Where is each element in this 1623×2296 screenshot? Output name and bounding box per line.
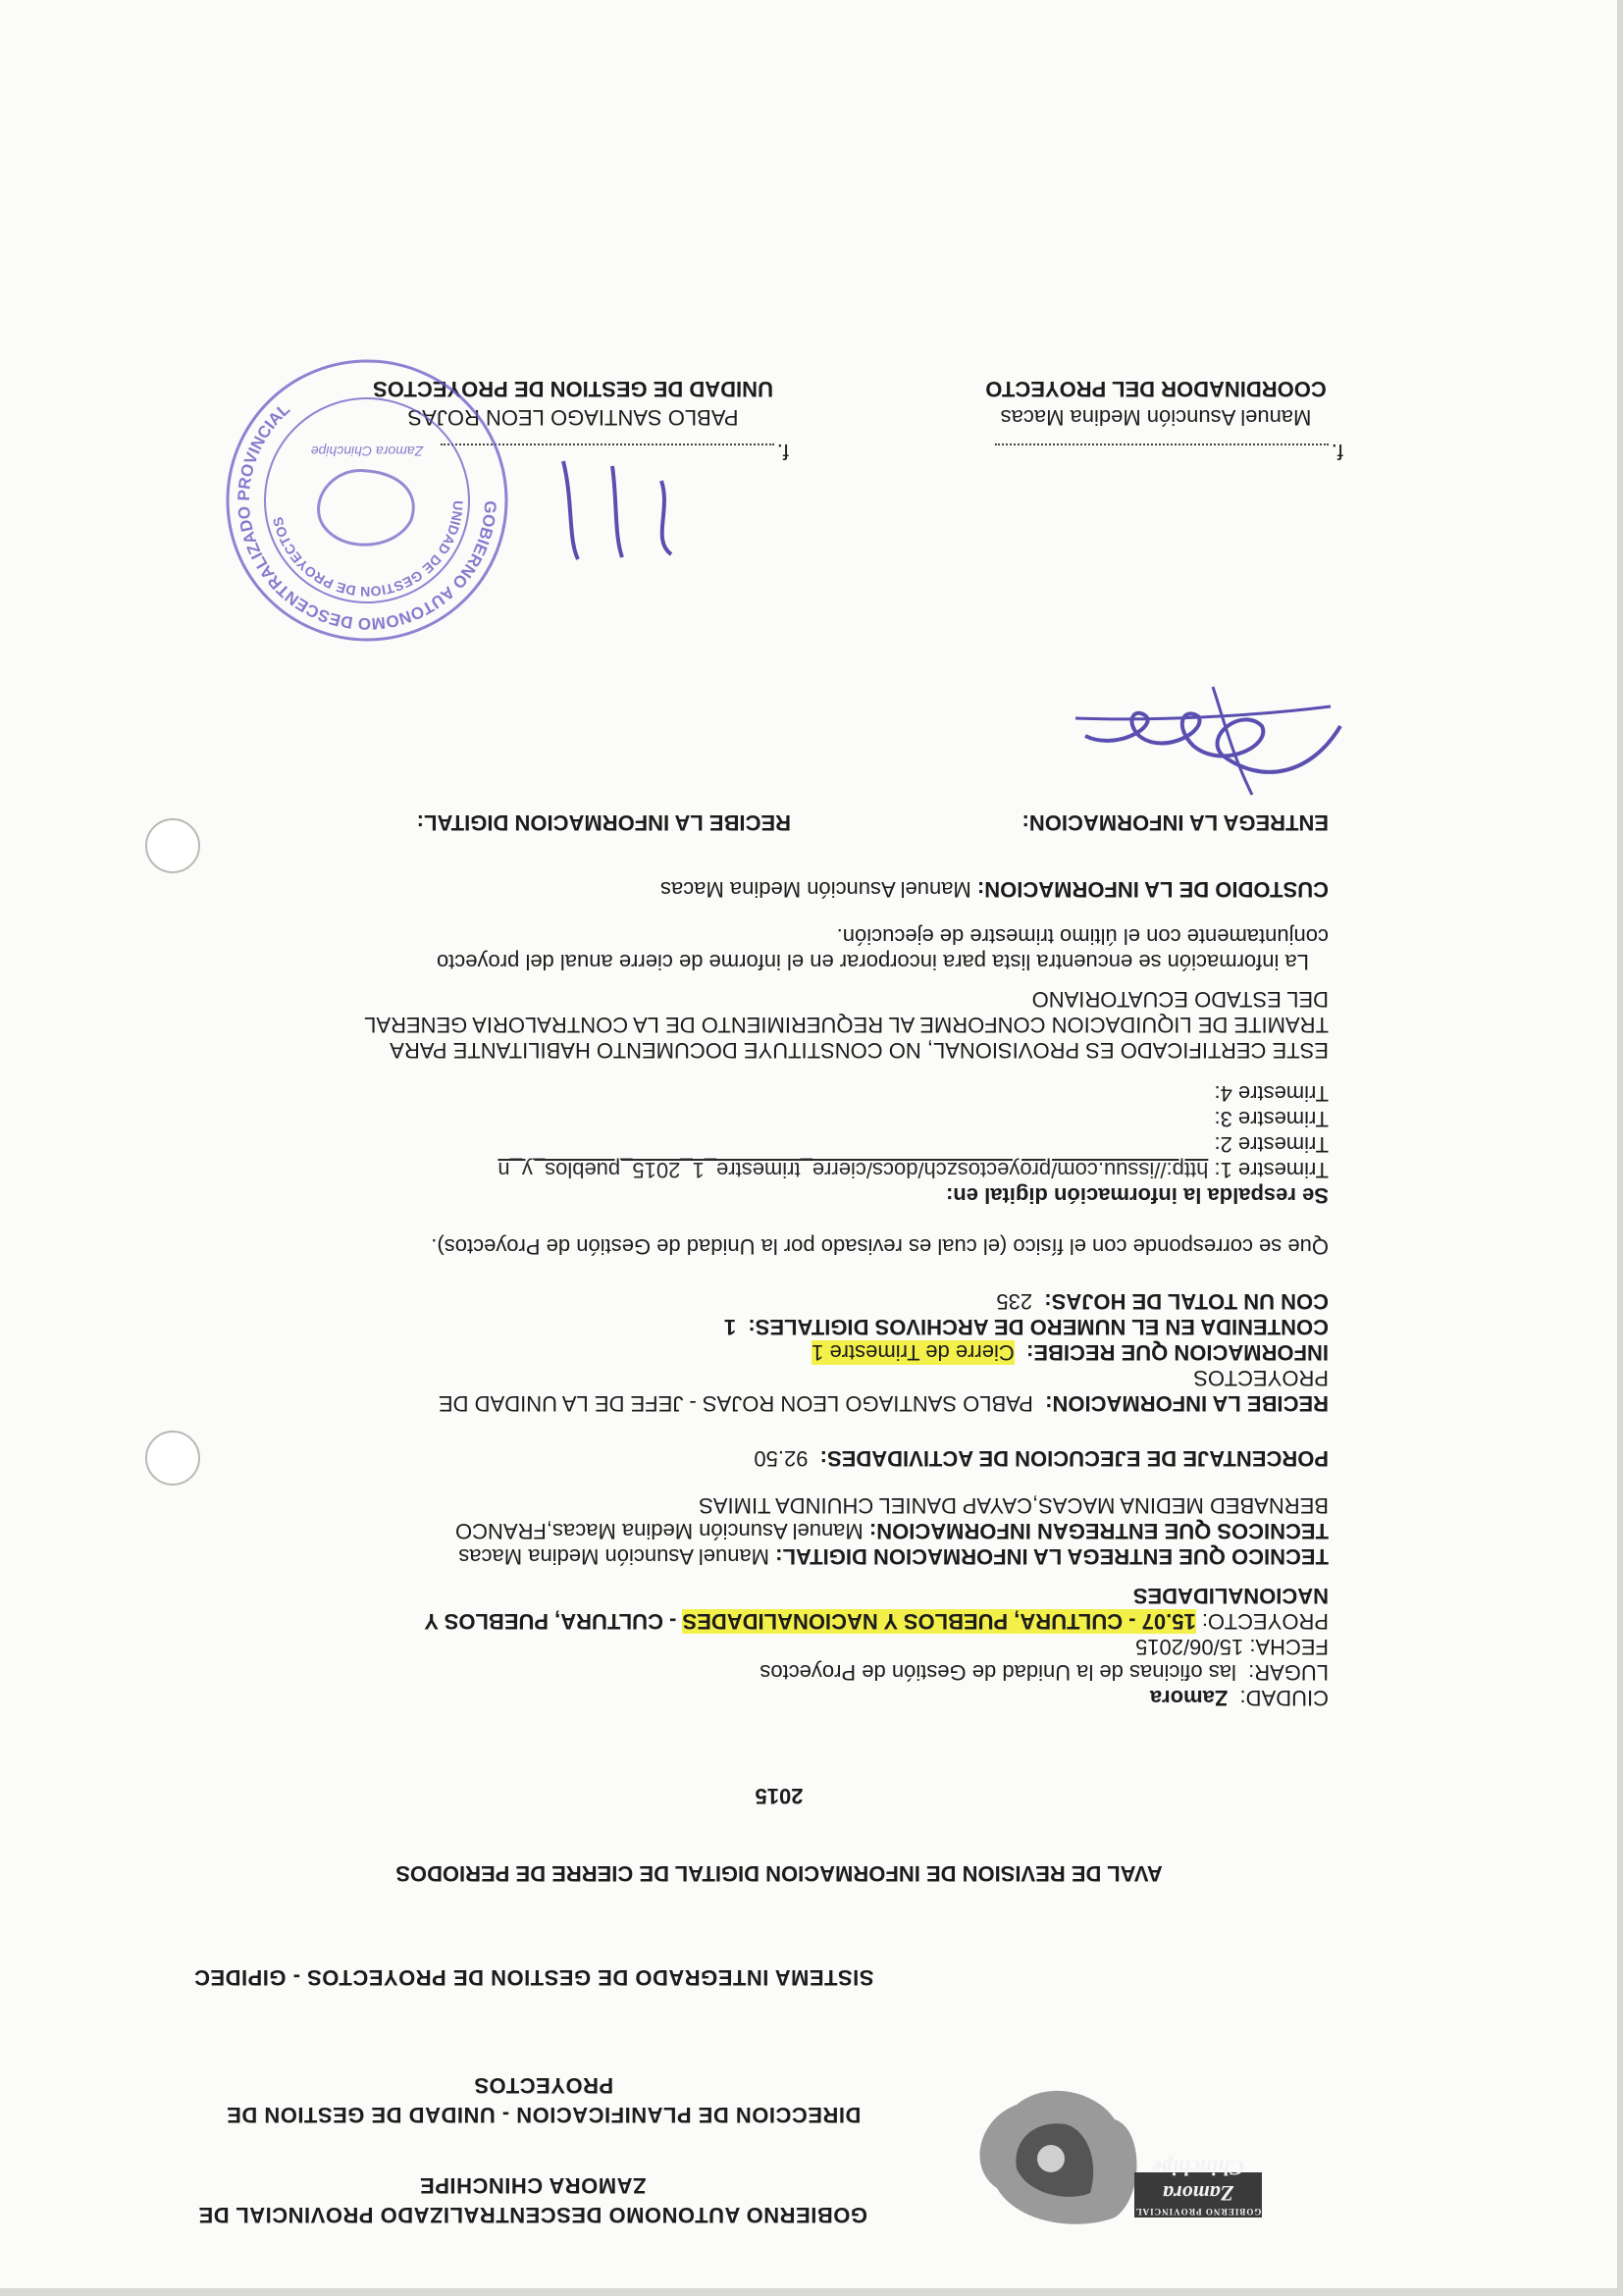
info-label: INFORMACION QUE RECIBE: <box>1026 1340 1329 1365</box>
department-line-2: PROYECTOS <box>473 2073 614 2098</box>
total-label: CON UN TOTAL DE HOJAS: <box>1044 1289 1329 1314</box>
system-name: SISTEMA INTEGRADO DE GESTION DE PROYECTOS - GIPIDEC <box>193 1965 874 1990</box>
svg-text:UNIDAD DE GESTION DE PROYECTOS <box>270 500 466 600</box>
proyecto-label: PROYECTO: <box>1201 1609 1329 1634</box>
tecnico-value: Manuel Asunción Medina Macas <box>458 1544 770 1569</box>
recibe-label: RECIBE LA INFORMACION: <box>1045 1391 1329 1416</box>
custodio-value: Manuel Asunción Medina Macas <box>660 877 971 902</box>
department-line-1: DIRECCION DE PLANIFICACION - UNIDAD DE GESTION DE <box>226 2103 862 2127</box>
lugar-label: LUGAR: <box>1248 1660 1329 1685</box>
signer-right-name: PABLO SANTIAGO LEON ROJAS <box>407 405 739 430</box>
certificado-line-3: DEL ESTADO ECUATORIANO <box>1031 987 1329 1012</box>
department-name <box>92 2070 995 2129</box>
fecha-label: FECHA: <box>1249 1635 1329 1659</box>
paper-edge <box>1617 0 1623 2296</box>
total-value: 235 <box>996 1289 1033 1314</box>
proyecto-value-rest: - CULTURA, PUEBLOS Y <box>424 1609 683 1634</box>
field-porcentaje <box>754 1444 1329 1472</box>
signer-left-role: COORDINADOR DEL PROYECTO <box>985 377 1327 401</box>
recibe-value: PABLO SANTIAGO LEON ROJAS <box>702 1391 1033 1416</box>
punch-hole <box>145 1431 200 1486</box>
field-proyecto <box>424 1607 1329 1635</box>
trimestre-2-label: Trimestre 2: <box>1214 1132 1329 1157</box>
signer-left-name: Manuel Asunción Medina Macas <box>1000 405 1312 430</box>
ciudad-label: CIUDAD: <box>1239 1686 1329 1710</box>
nota-line-1: La información se encuentra lista para incorporar en el informe de cierre anual del proyecto <box>436 950 1309 974</box>
trimestre-4-label: Trimestre 4: <box>1214 1081 1329 1106</box>
stamp-outer-text: GOBIERNO AUTONOMO DESCENTRALIZADO PROVINCIAL <box>234 399 500 634</box>
field-custodio <box>660 875 1329 903</box>
tecnicos-value: Manuel Asunción Medina Macas,FRANCO <box>455 1519 864 1543</box>
tecnicos-label: TECNICOS QUE ENTREGAN INFORMACION: <box>868 1519 1329 1543</box>
ciudad-value: Zamora <box>1149 1686 1229 1710</box>
fecha-value: 15/06/2015 <box>1135 1635 1244 1659</box>
trimestre-3-label: Trimestre 3: <box>1214 1107 1329 1131</box>
signature-right <box>524 442 720 569</box>
punch-hole <box>145 818 200 873</box>
info-value-highlight: Cierre de Trimestre 1 <box>812 1340 1015 1365</box>
institution-name <box>27 2170 1038 2229</box>
tecnicos-value-line-2: BERNABED MEDINA MACAS,CAYAP DANIEL CHUINDA TIMIAS <box>699 1493 1329 1518</box>
field-ciudad <box>1150 1684 1329 1711</box>
certificado-line-1: ESTE CERTIFICADO ES PROVISIONAL, NO CONSTITUYE DOCUMENTO HABILITANTE PARA <box>390 1038 1329 1063</box>
field-fecha <box>1135 1633 1329 1660</box>
paper-edge <box>0 2288 1623 2296</box>
corresponde-text: Que se corresponde con el físico (el cual es revisado por la Unidad de Gestión de Proyectos). <box>431 1234 1329 1259</box>
stamp-inner-text: UNIDAD DE GESTION DE PROYECTOS <box>269 499 467 600</box>
field-tecnico <box>458 1542 1329 1570</box>
custodio-label: CUSTODIO DE LA INFORMACION: <box>976 877 1329 902</box>
trimestre-1-label: Trimestre 1: <box>1214 1158 1329 1182</box>
trimestre-1-link[interactable]: http://issuu.com/proyectoszch/docs/cierre_trimestre_1_2015_pueblos_y_n <box>497 1158 1209 1182</box>
signer-right-role-1: UNIDAD DE GESTION DE PROYECTOS <box>373 377 773 401</box>
stamp-center-text: Zamora Chinchipe <box>310 444 424 459</box>
document-year: 2015 <box>755 1784 804 1808</box>
proyecto-value-line-2: NACIONALIDADES <box>1132 1584 1329 1608</box>
signature-left <box>1046 677 1370 814</box>
trimestre-row <box>497 1156 1329 1183</box>
institution-line-1: GOBIERNO AUTONOMO DESCENTRALIZADO PROVINCIAL DE <box>198 2203 867 2227</box>
contenida-label: CONTENIDA EN EL NUMERO DE ARCHIVOS DIGITALES: <box>748 1315 1329 1339</box>
f-mark-left: f. <box>1331 440 1343 464</box>
recibe-value-line-2: PROYECTOS <box>1193 1366 1329 1390</box>
porcentaje-label: PORCENTAJE DE EJECUCION DE ACTIVIDADES: <box>819 1446 1329 1471</box>
proyecto-value-highlight: 15.07 - CULTURA, PUEBLOS Y NACIONALIDADES <box>682 1609 1196 1634</box>
nota-line-2: conjuntamente con el último trimestre de ejecución. <box>836 924 1329 949</box>
document-title: AVAL DE REVISION DE INFORMACION DIGITAL DE CIERRE DE PERIODOS <box>395 1861 1163 1886</box>
field-tecnicos <box>455 1517 1329 1544</box>
field-informacion <box>812 1338 1329 1366</box>
certificado-line-2: TRAMITE DE LIQUIDACION CONFORME AL REQUERIMIENTO DE LA CONTRALORIA GENERAL <box>364 1013 1329 1037</box>
contenida-value: 1 <box>723 1315 737 1339</box>
official-stamp <box>220 353 514 648</box>
respalda-label: Se respalda la información digital en: <box>946 1183 1329 1208</box>
field-lugar <box>759 1658 1329 1686</box>
porcentaje-value: 92.50 <box>754 1446 809 1471</box>
signer-left <box>960 375 1352 432</box>
institution-line-2: ZAMORA CHINCHIPE <box>419 2173 647 2198</box>
entrega-heading: ENTREGA LA INFORMACION: <box>1021 810 1329 835</box>
tecnico-label: TECNICO QUE ENTREGA LA INFORMACION DIGITAL: <box>775 1544 1329 1569</box>
lugar-value: las oficinas de la Unidad de Gestión de Proyectos <box>759 1660 1236 1685</box>
logo-small-text: GOBIERNO PROVINCIAL <box>1134 2207 1262 2217</box>
field-recibe <box>439 1389 1329 1417</box>
recibe-heading: RECIBE LA INFORMACION DIGITAL: <box>416 810 791 835</box>
logo-text: Zamora Chinchipe <box>1151 2156 1245 2206</box>
recibe-value-tail: - JEFE DE LA UNIDAD DE <box>438 1391 703 1416</box>
logo-badge <box>1134 2156 1262 2218</box>
stamp-seal-icon <box>220 353 514 648</box>
signature-line-left <box>995 444 1329 445</box>
field-total-hojas <box>996 1287 1329 1315</box>
f-mark-right: f. <box>776 440 789 464</box>
field-contenida <box>724 1313 1329 1340</box>
